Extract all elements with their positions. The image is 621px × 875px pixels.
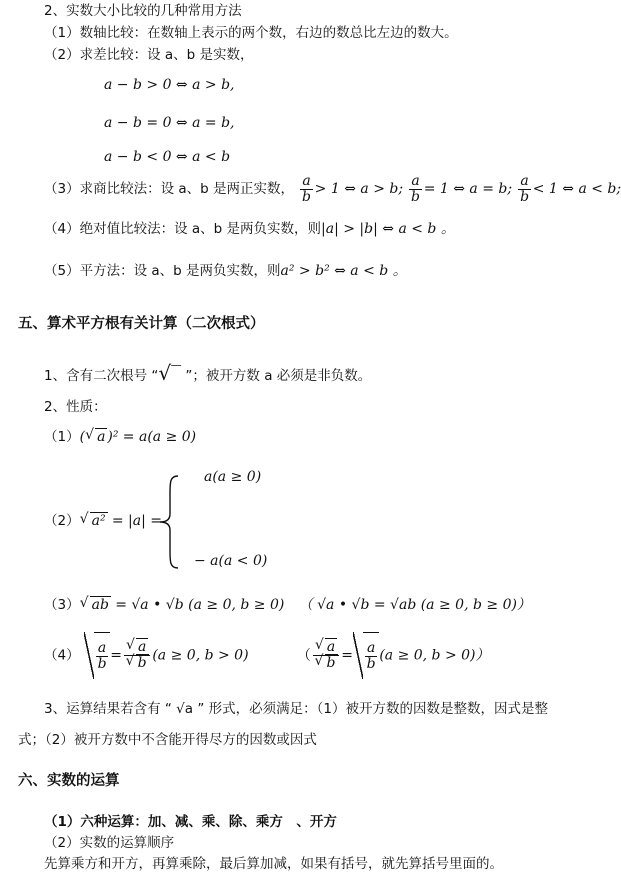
property-4-quotient: √ a √ b bbox=[124, 640, 150, 671]
property-1-rhs: = a(a ≥ 0) bbox=[122, 429, 197, 445]
section-6-heading: 六、实数的运算 bbox=[18, 773, 120, 789]
property-2 bbox=[44, 512, 162, 530]
denominator: b bbox=[302, 188, 311, 205]
property-4-label: （4） bbox=[44, 647, 80, 664]
item-1-suffix: ”；被开方数 a 必须是非负数。 bbox=[181, 368, 372, 384]
property-3 bbox=[44, 596, 531, 614]
numerator: a bbox=[520, 172, 529, 189]
operations-line bbox=[44, 813, 337, 831]
method-3 bbox=[44, 172, 621, 206]
method-4-label: （4）绝对值比较法：设 a、b 是两负实数，则 bbox=[44, 221, 322, 237]
curly-brace-icon bbox=[156, 474, 180, 570]
fraction-a-over-b bbox=[518, 174, 530, 205]
item-1 bbox=[44, 361, 372, 385]
order-heading: （2）实数的运算顺序 bbox=[44, 835, 175, 851]
fraction-a-over-b bbox=[300, 174, 312, 205]
property-1 bbox=[44, 428, 196, 446]
property-4-quotient-right: √ a √ b bbox=[313, 640, 339, 671]
property-2-case-negative: − a(a < 0) bbox=[194, 553, 268, 569]
denominator: b bbox=[520, 188, 530, 205]
denominator: b bbox=[411, 188, 420, 205]
numerator: a bbox=[302, 172, 311, 189]
property-3-left: = √a • √b (a ≥ 0, b ≥ 0) bbox=[115, 597, 285, 613]
property-3-label: （3） bbox=[44, 597, 80, 613]
property-2-mid: = |a| = bbox=[111, 513, 163, 529]
equation-diff-negative: a − b < 0 ⇔ a < b bbox=[104, 149, 231, 165]
ratio-equal: = 1 ⇔ a = b; bbox=[423, 181, 513, 197]
section-2-title: 2、实数大小比较的几种常用方法 bbox=[44, 3, 242, 19]
property-4-left-condition: (a ≥ 0, b > 0) bbox=[152, 647, 249, 664]
method-4 bbox=[44, 220, 455, 238]
fraction-a-over-b bbox=[409, 174, 421, 205]
method-5-expression: a² > b² ⇔ a < b 。 bbox=[280, 263, 407, 279]
item-2: 2、性质： bbox=[44, 399, 107, 415]
ratio-less: < 1 ⇔ a < b; bbox=[532, 181, 621, 197]
method-4-expression: |a| > |b| ⇔ a < b 。 bbox=[321, 221, 455, 237]
property-4-right-condition: (a ≥ 0, b > 0)） bbox=[379, 647, 490, 664]
property-3-lhs: √ ab bbox=[80, 597, 111, 613]
equation-diff-positive: a − b > 0 ⇔ a > b, bbox=[104, 77, 235, 93]
radical-sign-icon: √‾ bbox=[158, 361, 182, 385]
method-1: （1）数轴比较：在数轴上表示的两个数，右边的数总比左边的数大。 bbox=[44, 25, 458, 41]
property-4: （4） $\frac{a}{b}$ = √ a √ b (a ≥ 0, b > 0) （ √ a √ b = $\frac{a}{b}$ (a ≥ 0, b > 0)） bbox=[44, 632, 490, 679]
operations-text: （1）六种运算：加、减、乘、除、乘方 、开方 bbox=[44, 814, 337, 830]
item-3-line-1: 3、运算结果若含有 “ √a ” 形式，必须满足：（1）被开方数的因数是整数，因式是整 bbox=[44, 701, 548, 717]
property-3-right: （ √a • √b = √ab (a ≥ 0, b ≥ 0)） bbox=[298, 597, 531, 613]
property-4-radical-a-over-b: $\frac{a}{b}$ bbox=[84, 632, 110, 679]
order-description: 先算乘方和开方，再算乘除，最后算加减，如果有括号，就先算括号里面的。 bbox=[44, 856, 503, 872]
property-2-lhs: √ a² bbox=[80, 513, 108, 529]
method-5-label: （5）平方法：设 a、b 是两负实数，则 bbox=[44, 263, 281, 279]
item-3-line-2: 式；（2）被开方数中不含能开得尽方的因数或因式 bbox=[18, 732, 317, 748]
section-5-heading: 五、算术平方根有关计算（二次根式） bbox=[18, 316, 265, 332]
property-2-case-positive: a(a ≥ 0) bbox=[204, 469, 262, 485]
property-2-label: （2） bbox=[44, 513, 80, 529]
property-1-lhs: (√ a )² bbox=[80, 429, 119, 445]
property-1-label: （1） bbox=[44, 429, 80, 445]
method-3-label: （3）求商比较法：设 a、b 是两正实数， bbox=[44, 181, 295, 197]
property-4-radical-right: $\frac{a}{b}$ bbox=[353, 632, 379, 679]
item-1-prefix: 1、含有二次根号 “ bbox=[44, 368, 159, 384]
method-2: （2）求差比较：设 a、b 是实数， bbox=[44, 47, 254, 63]
equation-diff-zero: a − b = 0 ⇔ a = b, bbox=[104, 115, 235, 131]
numerator: a bbox=[411, 172, 420, 189]
ratio-greater: > 1 ⇔ a > b; bbox=[314, 181, 404, 197]
method-5 bbox=[44, 262, 407, 280]
